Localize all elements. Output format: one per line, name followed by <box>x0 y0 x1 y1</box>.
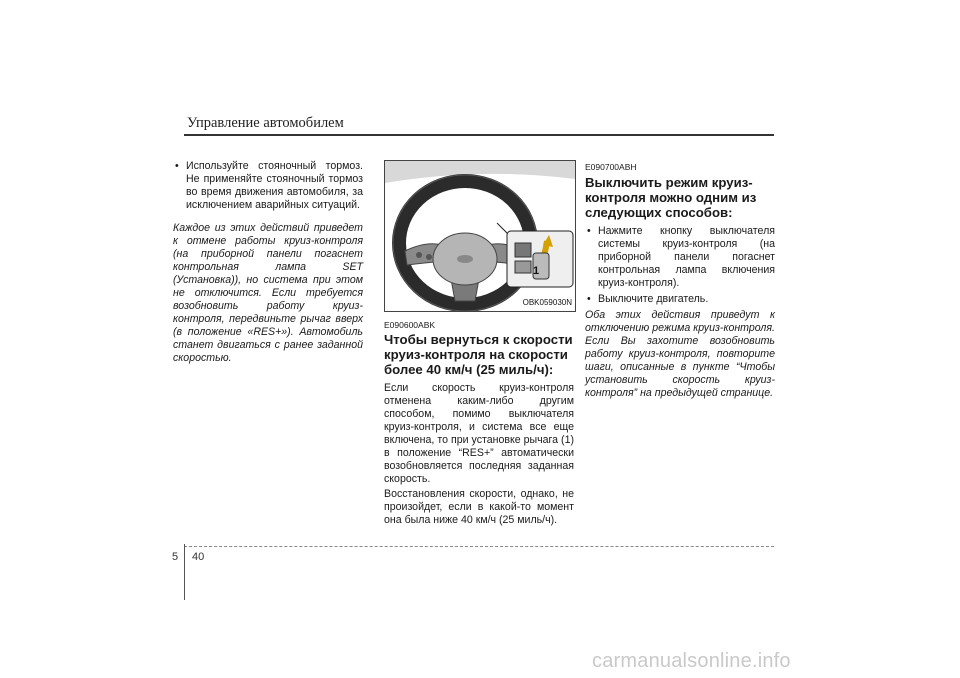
watermark: carmanualsonline.info <box>592 650 791 672</box>
column-middle <box>384 160 574 529</box>
bullet-text: Нажмите кнопку выключателя системы круиз-контроля (на приборной панели погаснет контрольная лампа включения круиз-контроля). <box>598 225 775 289</box>
steering-wheel-figure <box>384 160 576 312</box>
section-code: E090600ABK <box>384 320 436 330</box>
bullet-dot: • <box>175 160 179 172</box>
footer-rule <box>184 546 774 547</box>
figure-caption: OBK059030N <box>522 298 572 307</box>
figure-callout-number: 1 <box>533 265 540 277</box>
section-code: E090700ABH <box>585 162 637 172</box>
bullet-item <box>585 293 775 306</box>
italic-note: Каждое из этих действий приведет к отмене работы круиз-контроля (на приборной панели погаснет контрольная лампа SET (Установка)), но система при этом не отключится. Если требуется возобновить работу круиз-контроля, передвиньте рычаг вверх (в положение «RES+»). Автомобиль станет двигаться с ранее заданной скоростью. <box>173 222 363 364</box>
section-heading: Выключить режим круиз-контроля можно одним из следующих способов: <box>585 175 757 220</box>
body-paragraph: Восстановления скорости, однако, не произойдет, если в какой-то момент она была ниже 40 км/ч (25 миль/ч). <box>384 488 574 526</box>
bullet-dot: • <box>587 293 591 305</box>
bullet-text: Используйте стояночный тормоз. Не применяйте стояночный тормоз во время движения автомобиля, за исключением аварийных ситуаций. <box>186 160 363 211</box>
bullet-item <box>173 160 363 212</box>
italic-note: Оба этих действия приведут к отключению режима круиз-контроля. Если Вы захотите возобновить работу круиз-контроля, повторите шаги, описанные в пункте “Чтобы установить скорость круиз-контроля” на предыдущей странице. <box>585 309 775 399</box>
footer-divider <box>184 544 185 600</box>
header-rule <box>184 134 774 136</box>
section-title: Управление автомобилем <box>187 115 344 131</box>
bullet-item <box>585 225 775 290</box>
bullet-dot: • <box>587 225 591 237</box>
chapter-number: 5 <box>172 551 179 563</box>
column-left <box>173 160 363 365</box>
section-heading: Чтобы вернуться к скорости круиз-контроля на скорости более 40 км/ч (25 миль/ч): <box>384 332 573 377</box>
column-right <box>585 160 775 400</box>
body-paragraph: Если скорость круиз-контроля отменена каким-либо другим способом, помимо выключателя круиз-контроля, и система все еще включена, то при установке рычага (1) в положение “RES+” автоматически возобновляется последняя заданная скорость. <box>384 382 574 485</box>
bullet-text: Выключите двигатель. <box>598 293 709 305</box>
page-number: 40 <box>192 551 205 563</box>
steering-wheel-illustration <box>385 161 575 311</box>
